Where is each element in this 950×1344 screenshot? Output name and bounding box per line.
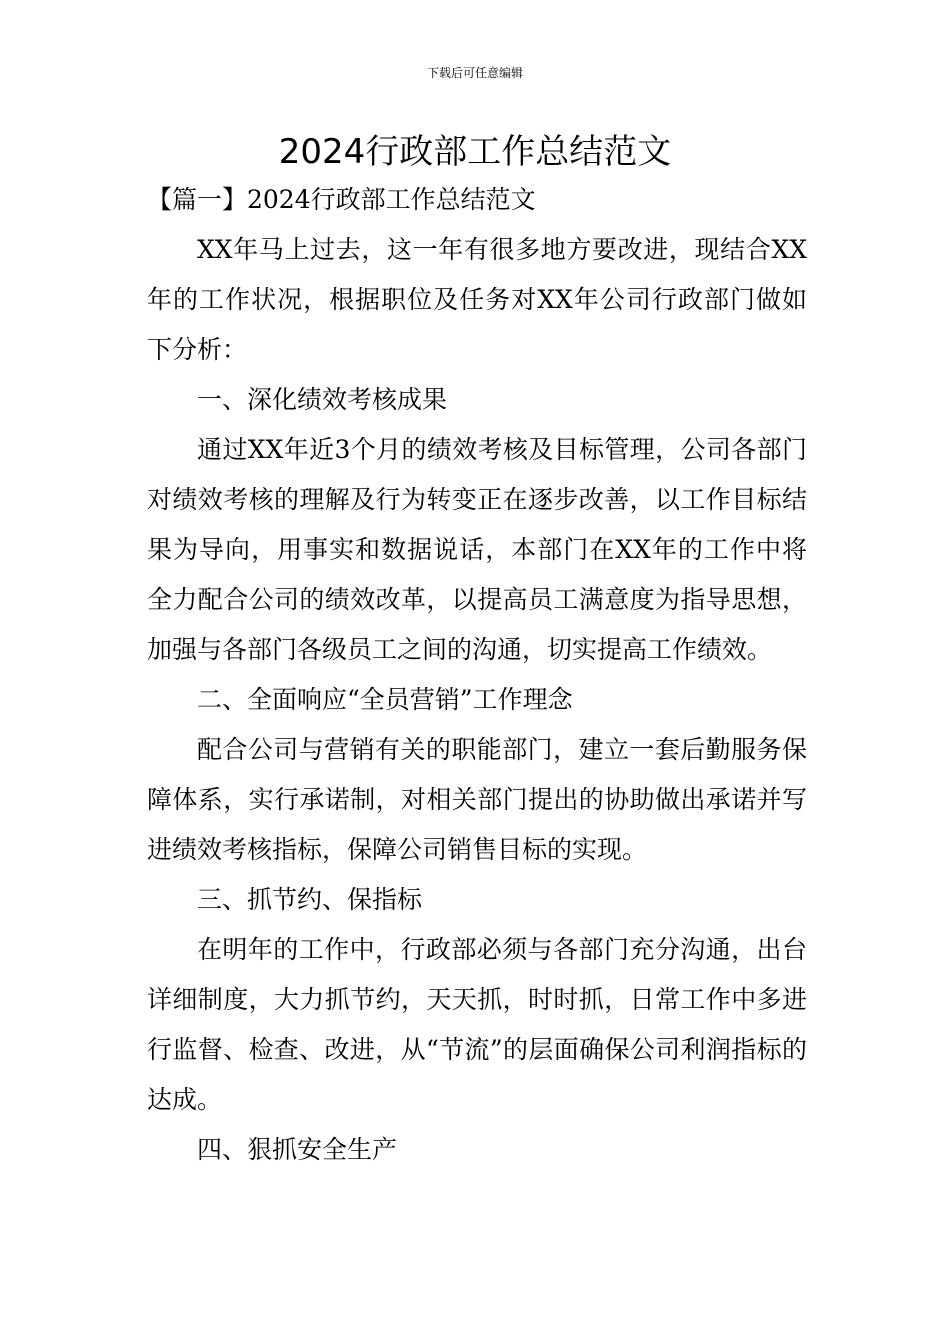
- section-heading-4: 四、狠抓安全生产: [197, 1135, 398, 1164]
- paragraph-section-2: 配合公司与营销有关的职能部门，建立一套后勤服务保障体系，实行承诺制，对相关部门提出的协助做出承诺并写进绩效考核指标，保障公司销售目标的实现。: [147, 735, 807, 864]
- paragraph-section-3: 在明年的工作中，行政部必须与各部门充分沟通，出台详细制度，大力抓节约，天天抓，时时抓，日常工作中多进行监督、检查、改进，从“节流”的层面确保公司利润指标的达成。: [147, 935, 807, 1114]
- section-heading-3: 三、抓节约、保指标: [197, 885, 423, 914]
- page-header-note: 下载后可任意编辑: [426, 66, 523, 80]
- paragraph-section-1: 通过XX年近3个月的绩效考核及目标管理，公司各部门对绩效考核的理解及行为转变正在逐步改善，以工作目标结果为导向，用事实和数据说话，本部门在XX年的工作中将全力配合公司的绩效改革，以提高员工满意度为指导思想，加强与各部门各级员工之间的沟通，切实提高工作绩效。: [147, 435, 807, 664]
- section-heading-1: 一、深化绩效考核成果: [197, 385, 448, 414]
- paragraph-intro: XX年马上过去，这一年有很多地方要改进，现结合XX年的工作状况，根据职位及任务对XX年公司行政部门做如下分析：: [147, 235, 807, 364]
- document-body: [147, 175, 807, 1175]
- section-heading-2: 二、全面响应“全员营销”工作理念: [197, 685, 573, 714]
- document-subtitle: 【篇一】2024行政部工作总结范文: [147, 185, 536, 214]
- document-title: 2024行政部工作总结范文: [278, 132, 672, 172]
